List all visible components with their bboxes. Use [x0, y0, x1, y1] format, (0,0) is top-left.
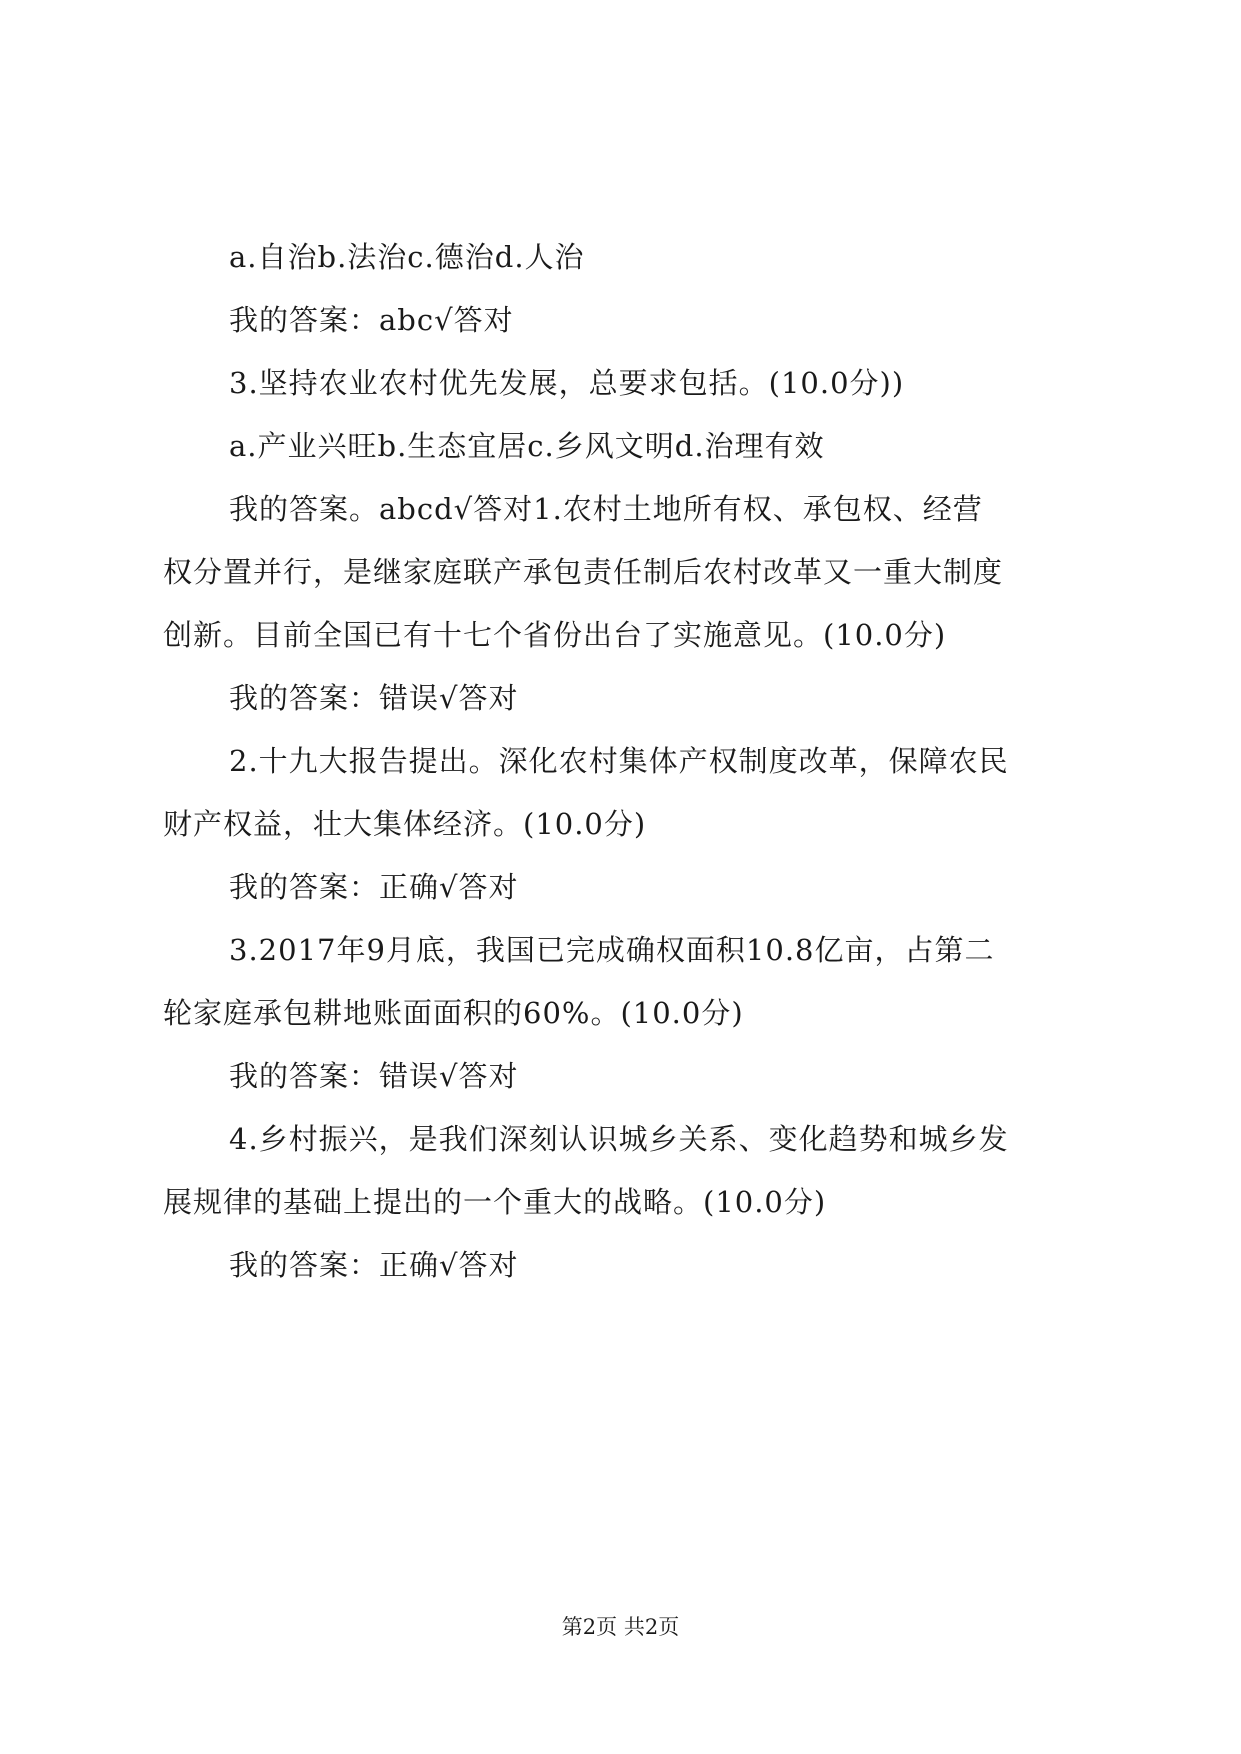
answer-line: 我的答案：abc√答对	[229, 303, 514, 337]
page-footer: 第2页 共2页	[561, 1615, 680, 1639]
question-text: 2.十九大报告提出。深化农村集体产权制度改革，保障农民	[229, 744, 1009, 778]
document-body	[163, 226, 1083, 1297]
paragraph-line: 展规律的基础上提出的一个重大的战略。(10.0分)	[163, 1185, 827, 1219]
question-text: 3.2017年9月底，我国已完成确权面积10.8亿亩，占第二	[229, 933, 995, 967]
question-options: a.产业兴旺b.生态宜居c.乡风文明d.治理有效	[229, 429, 825, 463]
answer-line: 我的答案：错误√答对	[229, 681, 519, 715]
question-text: 4.乡村振兴，是我们深刻认识城乡关系、变化趋势和城乡发	[229, 1122, 1009, 1156]
answer-line: 我的答案：正确√答对	[229, 1248, 519, 1282]
paragraph-line: 财产权益，壮大集体经济。(10.0分)	[163, 807, 647, 841]
answer-line: 我的答案：正确√答对	[229, 870, 519, 904]
paragraph-line: 权分置并行，是继家庭联产承包责任制后农村改革又一重大制度	[163, 555, 1004, 589]
paragraph-line: 创新。目前全国已有十七个省份出台了实施意见。(10.0分)	[163, 618, 947, 652]
question-options: a.自治b.法治c.德治d.人治	[229, 240, 585, 274]
answer-line: 我的答案。abcd√答对1.农村土地所有权、承包权、经营	[229, 492, 983, 526]
question-text: 3.坚持农业农村优先发展，总要求包括。(10.0分))	[229, 366, 905, 400]
paragraph-line: 轮家庭承包耕地账面面积的60%。(10.0分)	[163, 996, 744, 1030]
answer-line: 我的答案：错误√答对	[229, 1059, 519, 1093]
